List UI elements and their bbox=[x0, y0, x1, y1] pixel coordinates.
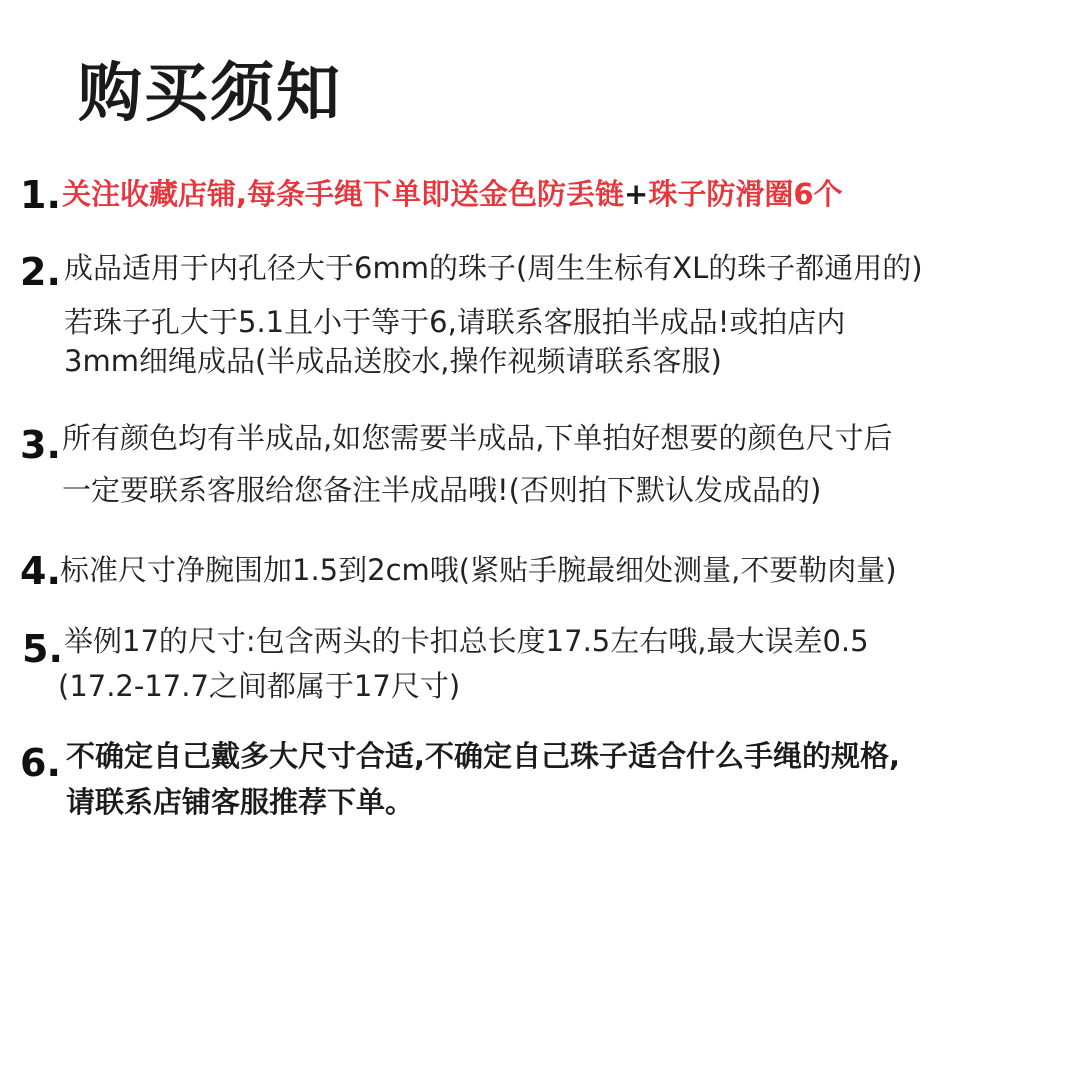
item-highlight-text: 关注收藏店铺,每条手绳下单即送金色防丢链 bbox=[62, 177, 625, 211]
item-number: 4. bbox=[20, 549, 61, 593]
item-number: 3. bbox=[20, 423, 61, 467]
item-line: 3mm细绳成品(半成品送胶水,操作视频请联系客服) bbox=[64, 344, 722, 378]
item-line: 不确定自己戴多大尺寸合适,不确定自己珠子适合什么手绳的规格, bbox=[66, 739, 901, 773]
item-number: 5. bbox=[22, 627, 63, 671]
item-line: 标准尺寸净腕围加1.5到2cm哦(紧贴手腕最细处测量,不要勒肉量) bbox=[60, 553, 897, 587]
item-number: 6. bbox=[20, 741, 61, 785]
item-number: 2. bbox=[20, 250, 61, 294]
item-line: 若珠子孔大于5.1且小于等于6,请联系客服拍半成品!或拍店内 bbox=[64, 305, 846, 339]
page-title: 购买须知 bbox=[78, 57, 342, 131]
item-highlight-text: 珠子防滑圈6个 bbox=[648, 177, 843, 211]
plus-sign: + bbox=[624, 177, 649, 211]
item-line: 举例17的尺寸:包含两头的卡扣总长度17.5左右哦,最大误差0.5 bbox=[64, 624, 869, 658]
item-line: 请联系店铺客服推荐下单。 bbox=[66, 785, 415, 819]
item-line: 所有颜色均有半成品,如您需要半成品,下单拍好想要的颜色尺寸后 bbox=[62, 421, 893, 455]
item-line: (17.2-17.7之间都属于17尺寸) bbox=[58, 669, 461, 703]
item-line bbox=[62, 177, 843, 211]
item-line: 一定要联系客服给您备注半成品哦!(否则拍下默认发成品的) bbox=[62, 473, 822, 507]
item-line: 成品适用于内孔径大于6mm的珠子(周生生标有XL的珠子都通用的) bbox=[64, 251, 923, 285]
item-number: 1. bbox=[20, 173, 61, 217]
